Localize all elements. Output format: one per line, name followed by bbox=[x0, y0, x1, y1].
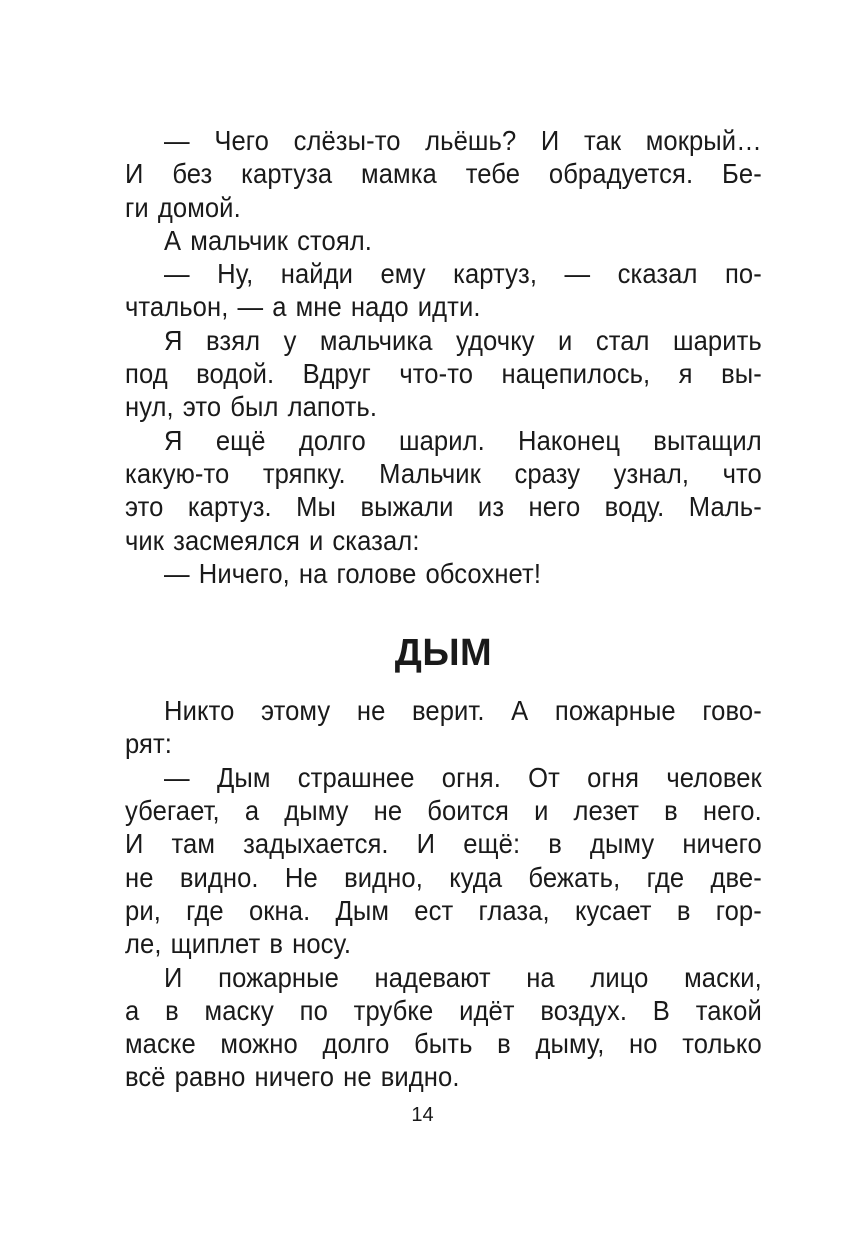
text-line: Я ещё долго шарил. Наконец вытащил bbox=[164, 424, 762, 456]
page-number: 14 bbox=[411, 1104, 434, 1126]
text-line: И без картуза мамка тебе обрадуется. Бе- bbox=[125, 158, 762, 190]
text-line: чтальон, — а мне надо идти. bbox=[125, 291, 481, 323]
text-line: Я взял у мальчика удочку и стал шарить bbox=[164, 324, 762, 356]
text-line: нул, это был лапоть. bbox=[125, 391, 378, 423]
text-line: рят: bbox=[125, 728, 172, 760]
text-line: маске можно долго быть в дыму, но только bbox=[125, 1028, 762, 1060]
text-line: чик засмеялся и сказал: bbox=[125, 524, 420, 556]
text-line: ги домой. bbox=[125, 191, 241, 223]
text-line: — Ничего, на голове обсохнет! bbox=[164, 557, 542, 589]
text-line: — Дым страшнее огня. От огня человек bbox=[164, 761, 762, 793]
text-line: ле, щиплет в носу. bbox=[125, 928, 352, 960]
text-line: И пожарные надевают на лицо маски, bbox=[164, 961, 762, 993]
text-line: — Чего слёзы-то льёшь? И так мокрый… bbox=[164, 125, 762, 156]
text-line: И там задыхается. И ещё: в дыму ничего bbox=[125, 828, 762, 860]
text-line: это картуз. Мы выжали из него воду. Маль- bbox=[125, 491, 762, 523]
text-line: — Ну, найди ему картуз, — сказал по- bbox=[164, 258, 762, 290]
text-line: Никто этому не верит. А пожарные гово- bbox=[164, 695, 762, 727]
text-line: не видно. Не видно, куда бежать, где две- bbox=[125, 861, 762, 893]
text-line: под водой. Вдруг что-то нацепилось, я вы- bbox=[125, 358, 762, 390]
book-page bbox=[125, 124, 762, 1094]
text-line: всё равно ничего не видно. bbox=[125, 1061, 460, 1093]
text-line: а в маску по трубке идёт воздух. В такой bbox=[125, 994, 762, 1026]
text-line: убегает, а дыму не боится и лезет в него. bbox=[125, 795, 762, 827]
text-line: какую-то тряпку. Мальчик сразу узнал, что bbox=[125, 457, 762, 489]
text-line: ри, где окна. Дым ест глаза, кусает в гор- bbox=[125, 894, 762, 926]
text-line: А мальчик стоял. bbox=[164, 224, 373, 256]
story-title: ДЫМ bbox=[394, 632, 493, 675]
